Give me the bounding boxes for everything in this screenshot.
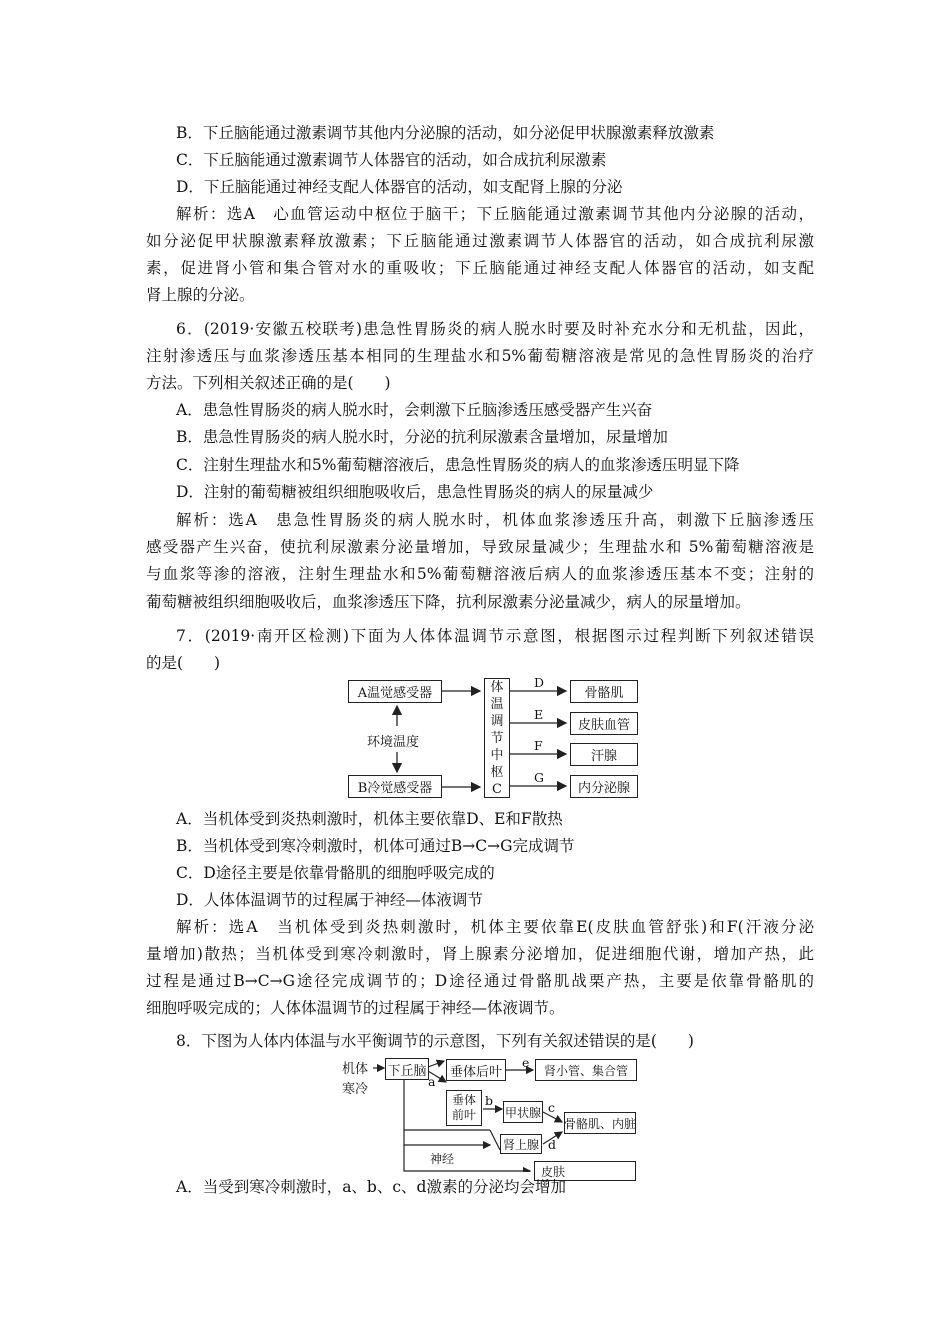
water-temperature-diagram [340, 1054, 640, 1179]
q7-option-a: A．当机体受到炎热刺激时，机体主要依靠D、E和F散热 [176, 810, 563, 828]
endocrine-gland-box: 内分泌腺 [570, 775, 638, 798]
q6-analysis-line3: 与血浆等渗的溶液，注射生理盐水和5%葡萄糖溶液后病人的血浆渗透压基本不变；注射的 [146, 565, 814, 583]
q8-stem: 8．下图为人体内体温与水平衡调节的示意图，下列有关叙述错误的是( ) [176, 1032, 694, 1050]
path-label-f: F [534, 738, 543, 753]
center-char-1: 体 [490, 679, 504, 695]
center-char-5: 中 [490, 747, 504, 763]
muscle-organs-box: 骨骼肌、内脏 [564, 1112, 636, 1134]
q7-analysis-line1: 解析：选A 当机体受到炎热刺激时，机体主要依靠E(皮肤血管舒张)和F(汗液分泌 [176, 918, 814, 936]
posterior-pituitary-box: 垂体后叶 [446, 1059, 506, 1081]
center-char-7: C [492, 781, 502, 797]
q6-stem-line2: 注射渗透压与血浆渗透压基本相同的生理盐水和5%葡萄糖溶液是常见的急性胃肠炎的治疗 [146, 347, 814, 365]
stimulus-label-1: 机体 [342, 1062, 369, 1077]
q6-stem-line1: 6．(2019·安徽五校联考)患急性胃肠炎的病人脱水时要及时补充水分和无机盐，因此， [176, 320, 814, 338]
q7-option-d: D．人体体温调节的过程属于神经—体液调节 [176, 891, 483, 909]
environment-temperature-label: 环境温度 [367, 735, 420, 750]
q6-stem-line3: 方法。下列相关叙述正确的是( ) [146, 374, 391, 392]
q7-analysis-line2: 量增加)散热；当机体受到寒冷刺激时，肾上腺素分泌增加，促进细胞代谢，增加产热，此 [146, 945, 814, 963]
q6-analysis-line1: 解析：选A 患急性胃肠炎的病人脱水时，机体血浆渗透压升高，刺激下丘脑渗透压 [176, 511, 814, 529]
center-char-2: 温 [490, 696, 504, 712]
path-label-e: E [534, 707, 544, 722]
label-d: d [548, 1137, 557, 1152]
q5-option-b: B．下丘脑能通过激素调节其他内分泌腺的活动，如分泌促甲状腺激素释放激素 [176, 124, 715, 142]
center-char-4: 节 [490, 730, 504, 746]
q6-option-a: A．患急性胃肠炎的病人脱水时，会刺激下丘脑渗透压感受器产生兴奋 [176, 401, 653, 419]
label-e: e [522, 1055, 530, 1070]
anterior-pituitary-text-2: 前叶 [451, 1108, 476, 1122]
q7-option-b: B．当机体受到寒冷刺激时，机体可通过B→C→G完成调节 [176, 837, 575, 855]
path-label-g: G [534, 770, 544, 785]
anterior-pituitary-text-1: 垂体 [451, 1093, 476, 1107]
thyroid-box: 甲状腺 [503, 1101, 543, 1123]
q6-analysis-line4: 葡萄糖被组织细胞吸收后，血浆渗透压下降，抗利尿激素分泌量减少，病人的尿量增加。 [146, 593, 751, 611]
cold-receptor-box: B冷觉感受器 [348, 775, 442, 798]
q5-analysis-line1: 解析：选A 心血管运动中枢位于脑干；下丘脑能通过激素调节其他内分泌腺的活动， [176, 205, 814, 223]
sweat-gland-box: 汗腺 [570, 743, 638, 766]
label-c: c [548, 1100, 556, 1115]
q7-analysis-line4: 细胞呼吸完成的；人体体温调节的过程属于神经—体液调节。 [146, 999, 565, 1017]
skin-box: 皮肤 [534, 1161, 636, 1181]
thermoregulation-diagram [340, 676, 642, 800]
stimulus-label-2: 寒冷 [342, 1082, 369, 1097]
warm-receptor-box: A温觉感受器 [348, 680, 442, 703]
center-char-6: 枢 [490, 764, 504, 780]
label-b: b [485, 1093, 494, 1108]
renal-tubule-box: 肾小管、集合管 [535, 1059, 637, 1081]
q6-option-b: B．患急性胃肠炎的病人脱水时，分泌的抗利尿激素含量增加，尿量增加 [176, 428, 668, 446]
q6-option-d: D．注射的葡萄糖被组织细胞吸收后，患急性胃肠炎的病人的尿量减少 [176, 483, 654, 501]
skin-blood-vessel-box: 皮肤血管 [570, 712, 638, 735]
q5-analysis-line2: 如分泌促甲状腺激素释放激素；下丘脑能通过激素调节人体器官的活动，如合成抗利尿激 [146, 232, 814, 250]
q6-option-c: C．注射生理盐水和5%葡萄糖溶液后，患急性胃肠炎的病人的血浆渗透压明显下降 [176, 456, 740, 474]
thermoregulation-center-box [484, 678, 510, 798]
q8-option-a: A．当受到寒冷刺激时，a、b、c、d激素的分泌均会增加 [176, 1178, 566, 1196]
skeletal-muscle-box: 骨骼肌 [570, 680, 638, 703]
q7-stem-line2: 的是( ) [146, 654, 221, 672]
q5-option-c: C．下丘脑能通过激素调节人体器官的活动，如合成抗利尿激素 [176, 151, 607, 169]
hypothalamus-box: 下丘脑 [385, 1058, 429, 1080]
nerve-label: 神经 [430, 1152, 455, 1166]
anterior-pituitary-box [446, 1090, 482, 1126]
path-label-d: D [534, 675, 545, 690]
q5-analysis-line3: 素，促进肾小管和集合管对水的重吸收；下丘脑能通过神经支配人体器官的活动，如支配 [146, 259, 814, 277]
q5-option-d: D．下丘脑能通过神经支配人体器官的活动，如支配肾上腺的分泌 [176, 178, 623, 196]
q7-analysis-line3: 过程是通过B→C→G途径完成调节的；D途径通过骨骼肌战栗产热，主要是依靠骨骼肌的 [146, 972, 814, 990]
q7-stem-line1: 7．(2019·南开区检测)下面为人体体温调节示意图，根据图示过程判断下列叙述错误 [176, 627, 814, 645]
q7-option-c: C．D途径主要是依靠骨骼肌的细胞呼吸完成的 [176, 864, 495, 882]
label-a: a [428, 1074, 436, 1089]
center-char-3: 调 [490, 713, 504, 729]
q5-analysis-line4: 肾上腺的分泌。 [146, 286, 255, 304]
adrenal-box: 肾上腺 [500, 1134, 542, 1154]
q6-analysis-line2: 感受器产生兴奋，使抗利尿激素分泌量增加，导致尿量减少；生理盐水和 5%葡萄糖溶液是 [146, 538, 814, 556]
